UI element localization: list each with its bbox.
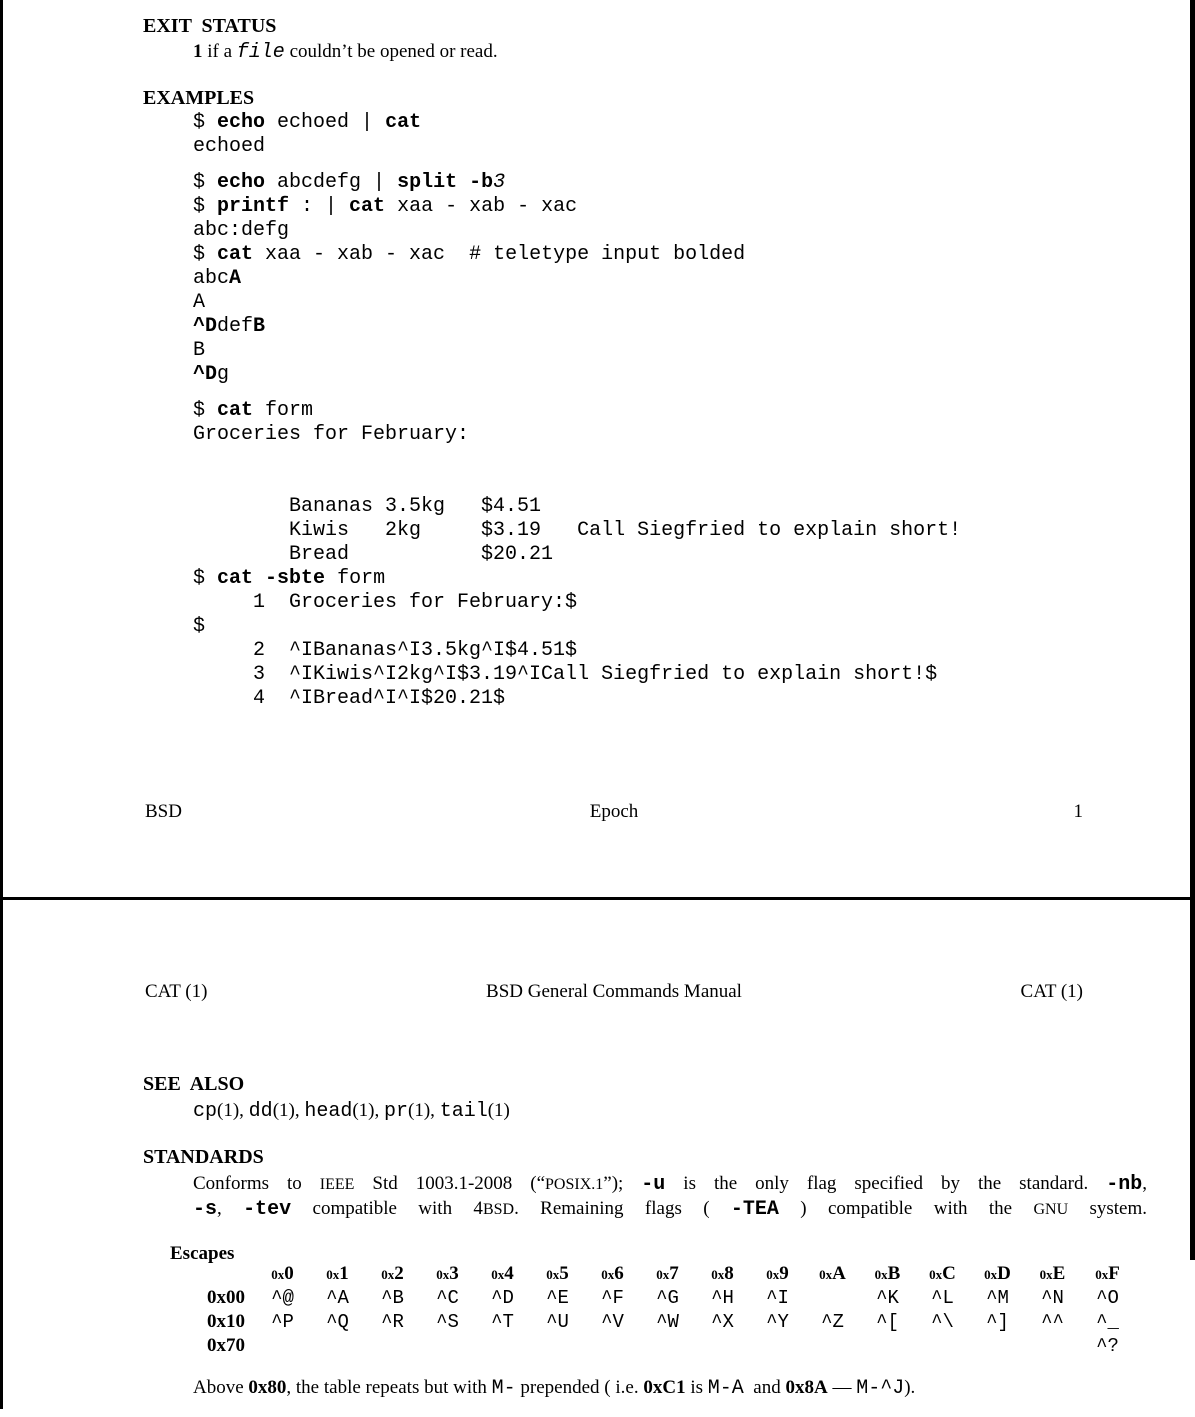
- page1-footer: [145, 800, 1083, 824]
- text-segment: ,: [1142, 1173, 1147, 1194]
- column-header-prefix: 0x: [326, 1267, 340, 1282]
- text-segment: form: [253, 399, 314, 422]
- column-header-digit: 9: [779, 1263, 789, 1284]
- text-segment: pr: [384, 1100, 409, 1123]
- text-segment: ).: [904, 1377, 916, 1398]
- see-also-text: [193, 1098, 510, 1124]
- column-header-digit: 1: [339, 1263, 349, 1284]
- code-line: 4 ^IBread^I^I$20.21$: [193, 687, 506, 710]
- column-header: [530, 1263, 585, 1285]
- escape-cell: ^G: [656, 1287, 679, 1309]
- escapes-table: [195, 1262, 1135, 1358]
- text-segment: (1): [487, 1100, 510, 1121]
- exit-status-text: [193, 39, 498, 65]
- header-manual-name: BSD General Commands Manual: [486, 981, 742, 1002]
- column-header: [750, 1263, 805, 1285]
- escape-cell: ^U: [546, 1311, 569, 1333]
- column-header-prefix: 0x: [1039, 1267, 1053, 1282]
- text-segment: is: [685, 1377, 708, 1398]
- code-line: echoed: [193, 135, 266, 158]
- column-header-prefix: 0x: [711, 1267, 725, 1282]
- code-line: [193, 267, 745, 291]
- escape-cell: ^[: [876, 1311, 899, 1333]
- text-segment: cat: [349, 195, 386, 218]
- text-segment: $: [193, 195, 218, 218]
- text-segment: [253, 567, 265, 590]
- text-segment: A: [229, 267, 242, 290]
- text-segment: GNU: [1033, 1201, 1069, 1218]
- row-label: 0x00: [207, 1287, 245, 1308]
- column-header: [695, 1263, 750, 1285]
- escape-cell: ^O: [1096, 1287, 1119, 1309]
- escape-cell: ^_: [1096, 1311, 1119, 1333]
- escape-cell: ^\: [931, 1311, 954, 1333]
- escape-cell: ^D: [491, 1287, 514, 1309]
- row-label: 0x10: [207, 1311, 245, 1332]
- text-segment: ^D: [193, 315, 218, 338]
- column-header: [805, 1263, 860, 1285]
- text-segment: is the only flag specified by the standard.: [665, 1173, 1107, 1194]
- column-header-prefix: 0x: [766, 1267, 780, 1282]
- escape-cell: ^N: [1041, 1287, 1064, 1309]
- standards-text-line-2: [193, 1196, 1147, 1221]
- escape-cell: ^V: [601, 1311, 624, 1333]
- column-header: [255, 1263, 310, 1285]
- column-header-digit: A: [832, 1263, 846, 1284]
- text-segment: echo: [217, 171, 266, 194]
- text-segment: 3: [493, 171, 506, 194]
- text-segment: ”);: [603, 1173, 642, 1194]
- column-header-digit: C: [942, 1263, 956, 1284]
- escape-cell: ^K: [876, 1287, 899, 1309]
- text-segment: Std 1003.1-2008 (“: [354, 1173, 546, 1194]
- page-divider: [0, 897, 1195, 900]
- code-line: [193, 315, 745, 339]
- text-segment: (1),: [408, 1100, 440, 1121]
- column-header: [310, 1263, 365, 1285]
- text-segment: 0x8A: [785, 1377, 828, 1398]
- text-segment: $: [193, 111, 218, 134]
- escape-cell: ^B: [381, 1287, 404, 1309]
- section-heading-examples: EXAMPLES: [143, 87, 255, 109]
- text-segment: cat: [217, 567, 254, 590]
- column-header: [915, 1263, 970, 1285]
- text-segment: BSD: [482, 1201, 515, 1218]
- column-header: [860, 1263, 915, 1285]
- column-header: [420, 1263, 475, 1285]
- text-segment: dd: [248, 1100, 273, 1123]
- section-heading-see-also: SEE ALSO: [143, 1073, 245, 1095]
- text-segment: 1: [193, 41, 203, 62]
- column-header-prefix: 0x: [656, 1267, 670, 1282]
- text-segment: 0x80: [248, 1377, 287, 1398]
- text-segment: abcdefg |: [265, 171, 398, 194]
- page-border-right: [1190, 0, 1195, 1260]
- column-header-digit: 6: [614, 1263, 624, 1284]
- escape-cell: ^?: [1096, 1335, 1119, 1357]
- footer-os: BSD: [145, 801, 182, 822]
- text-segment: . Remaining flags (: [514, 1198, 731, 1219]
- text-segment: Above: [193, 1377, 249, 1398]
- code-line: Kiwis 2kg $3.19 Call Siegfried to explain short!: [193, 519, 962, 542]
- text-segment: file: [236, 41, 285, 64]
- text-segment: (1),: [272, 1100, 305, 1121]
- column-header-prefix: 0x: [491, 1267, 505, 1282]
- escape-cell: ^@: [271, 1287, 294, 1309]
- column-header-digit: E: [1052, 1263, 1066, 1284]
- column-header: [365, 1263, 420, 1285]
- section-heading-standards: STANDARDS: [143, 1146, 264, 1168]
- escape-cell: ^Z: [821, 1311, 844, 1333]
- text-segment: ,: [217, 1198, 244, 1219]
- column-header-digit: 2: [394, 1263, 404, 1284]
- text-segment: xaa - xab - xac # teletype input bolded: [253, 243, 746, 266]
- escape-cell: ^R: [381, 1311, 404, 1333]
- column-header-prefix: 0x: [271, 1267, 285, 1282]
- column-header-digit: F: [1108, 1263, 1120, 1284]
- code-line: [193, 243, 745, 267]
- escape-cell: ^E: [546, 1287, 569, 1309]
- text-segment: , the table repeats but with: [286, 1377, 492, 1398]
- code-line: $: [193, 615, 206, 638]
- footer-date: Epoch: [589, 801, 639, 822]
- text-segment: M-A: [707, 1377, 744, 1400]
- column-header-prefix: 0x: [546, 1267, 560, 1282]
- code-line: 2 ^IBananas^I3.5kg^I$4.51$: [193, 639, 578, 662]
- column-header: [1025, 1263, 1080, 1285]
- text-segment: IEEE: [319, 1176, 355, 1193]
- text-segment: split -b: [397, 171, 494, 194]
- code-line: [193, 471, 961, 495]
- subsection-heading-escapes: Escapes: [170, 1243, 235, 1264]
- column-header-prefix: 0x: [1095, 1267, 1109, 1282]
- column-header-prefix: 0x: [874, 1267, 888, 1282]
- column-header-prefix: 0x: [984, 1267, 998, 1282]
- text-segment: xaa - xab - xac: [385, 195, 578, 218]
- code-line: A: [193, 291, 206, 314]
- text-segment: B: [253, 315, 266, 338]
- text-segment: tail: [439, 1100, 488, 1123]
- escape-cell: ^H: [711, 1287, 734, 1309]
- escape-cell: ^A: [326, 1287, 349, 1309]
- text-segment: def: [217, 315, 254, 338]
- code-line: B: [193, 339, 206, 362]
- escape-cell: ^]: [986, 1311, 1009, 1333]
- text-segment: abc: [193, 267, 230, 290]
- column-header-prefix: 0x: [601, 1267, 615, 1282]
- text-segment: form: [325, 567, 386, 590]
- code-line: [193, 195, 745, 219]
- text-segment: echoed |: [265, 111, 386, 134]
- text-segment: ) compatible with the: [778, 1198, 1034, 1219]
- column-header: [640, 1263, 695, 1285]
- code-line: [193, 567, 961, 591]
- text-segment: ^D: [193, 363, 218, 386]
- text-segment: : |: [289, 195, 350, 218]
- header-title-left: CAT (1): [145, 981, 208, 1002]
- text-segment: $: [193, 171, 218, 194]
- code-line: Bread $20.21: [193, 543, 554, 566]
- text-segment: prepended ( i.e.: [515, 1377, 644, 1398]
- column-header-prefix: 0x: [929, 1267, 943, 1282]
- code-line: Bananas 3.5kg $4.51: [193, 495, 542, 518]
- code-line: abc:defg: [193, 219, 290, 242]
- text-segment: cp: [193, 1100, 218, 1123]
- text-segment: 0xC1: [643, 1377, 686, 1398]
- page2-header: [145, 980, 1083, 1004]
- text-segment: and: [743, 1377, 786, 1398]
- escape-cell: ^P: [271, 1311, 294, 1333]
- text-segment: $: [193, 399, 218, 422]
- column-header-digit: 7: [669, 1263, 679, 1284]
- escape-cell: ^W: [656, 1311, 679, 1333]
- code-line: [193, 171, 745, 195]
- column-header-digit: 5: [559, 1263, 569, 1284]
- escape-cell: ^Q: [326, 1311, 349, 1333]
- column-header: [585, 1263, 640, 1285]
- text-segment: M-^J: [856, 1377, 905, 1400]
- escape-cell: ^T: [491, 1311, 514, 1333]
- escape-cell: ^C: [436, 1287, 459, 1309]
- escape-cell: ^S: [436, 1311, 459, 1333]
- text-segment: (1),: [217, 1100, 249, 1121]
- text-segment: M-: [491, 1377, 516, 1400]
- text-segment: -TEA: [730, 1198, 779, 1221]
- text-segment: $: [193, 243, 218, 266]
- text-segment: g: [217, 363, 230, 386]
- text-segment: Conforms to: [193, 1173, 320, 1194]
- footer-page-number: 1: [1073, 801, 1084, 822]
- examples-code-block-1: [193, 111, 421, 159]
- column-header-digit: B: [887, 1263, 901, 1284]
- escape-cell: ^L: [931, 1287, 954, 1309]
- text-segment: -sbte: [265, 567, 326, 590]
- column-header-prefix: 0x: [819, 1267, 833, 1282]
- code-line: [193, 447, 961, 471]
- code-line: Groceries for February:: [193, 423, 470, 446]
- section-heading-exit-status: EXIT STATUS: [143, 15, 277, 37]
- text-segment: compatible with 4: [291, 1198, 483, 1219]
- header-title-right: CAT (1): [1020, 981, 1084, 1002]
- text-segment: printf: [217, 195, 290, 218]
- page-border-left: [0, 0, 3, 1409]
- text-segment: POSIX.1: [545, 1176, 604, 1193]
- escapes-note-text: [193, 1375, 915, 1401]
- text-segment: echo: [217, 111, 266, 134]
- escape-cell: ^Y: [766, 1311, 789, 1333]
- column-header: [1080, 1263, 1135, 1285]
- escape-cell: ^F: [601, 1287, 624, 1309]
- text-segment: $: [193, 567, 218, 590]
- text-segment: couldn’t be opened or read.: [284, 41, 498, 62]
- column-header-digit: 4: [504, 1263, 514, 1284]
- examples-code-block-2: [193, 171, 745, 387]
- escape-cell: ^I: [766, 1287, 789, 1309]
- standards-text-line-1: [193, 1171, 1147, 1196]
- text-segment: cat: [385, 111, 422, 134]
- code-line: 1 Groceries for February:$: [193, 591, 578, 614]
- examples-code-block-3: [193, 399, 961, 711]
- text-segment: cat: [217, 399, 254, 422]
- column-header-digit: 3: [449, 1263, 459, 1284]
- text-segment: -tev: [243, 1198, 292, 1221]
- code-line: 3 ^IKiwis^I2kg^I$3.19^ICall Siegfried to explain short!$: [193, 663, 938, 686]
- text-segment: —: [827, 1377, 857, 1398]
- code-line: [193, 111, 421, 135]
- text-segment: -u: [641, 1173, 666, 1196]
- text-segment: -nb: [1106, 1173, 1143, 1196]
- escape-cell: ^^: [1041, 1311, 1064, 1333]
- column-header-digit: 0: [284, 1263, 294, 1284]
- escape-cell: ^X: [711, 1311, 734, 1333]
- column-header-prefix: 0x: [436, 1267, 450, 1282]
- text-segment: (1),: [352, 1100, 385, 1121]
- text-segment: head: [304, 1100, 353, 1123]
- column-header: [970, 1263, 1025, 1285]
- code-line: [193, 399, 961, 423]
- column-header-digit: D: [997, 1263, 1011, 1284]
- row-label: 0x70: [207, 1335, 245, 1356]
- column-header-digit: 8: [724, 1263, 734, 1284]
- column-header: [475, 1263, 530, 1285]
- column-header-prefix: 0x: [381, 1267, 395, 1282]
- text-segment: cat: [217, 243, 254, 266]
- text-segment: -s: [193, 1198, 218, 1221]
- escape-cell: ^M: [986, 1287, 1009, 1309]
- text-segment: if a: [202, 41, 237, 62]
- code-line: [193, 363, 745, 387]
- text-segment: system.: [1068, 1198, 1147, 1219]
